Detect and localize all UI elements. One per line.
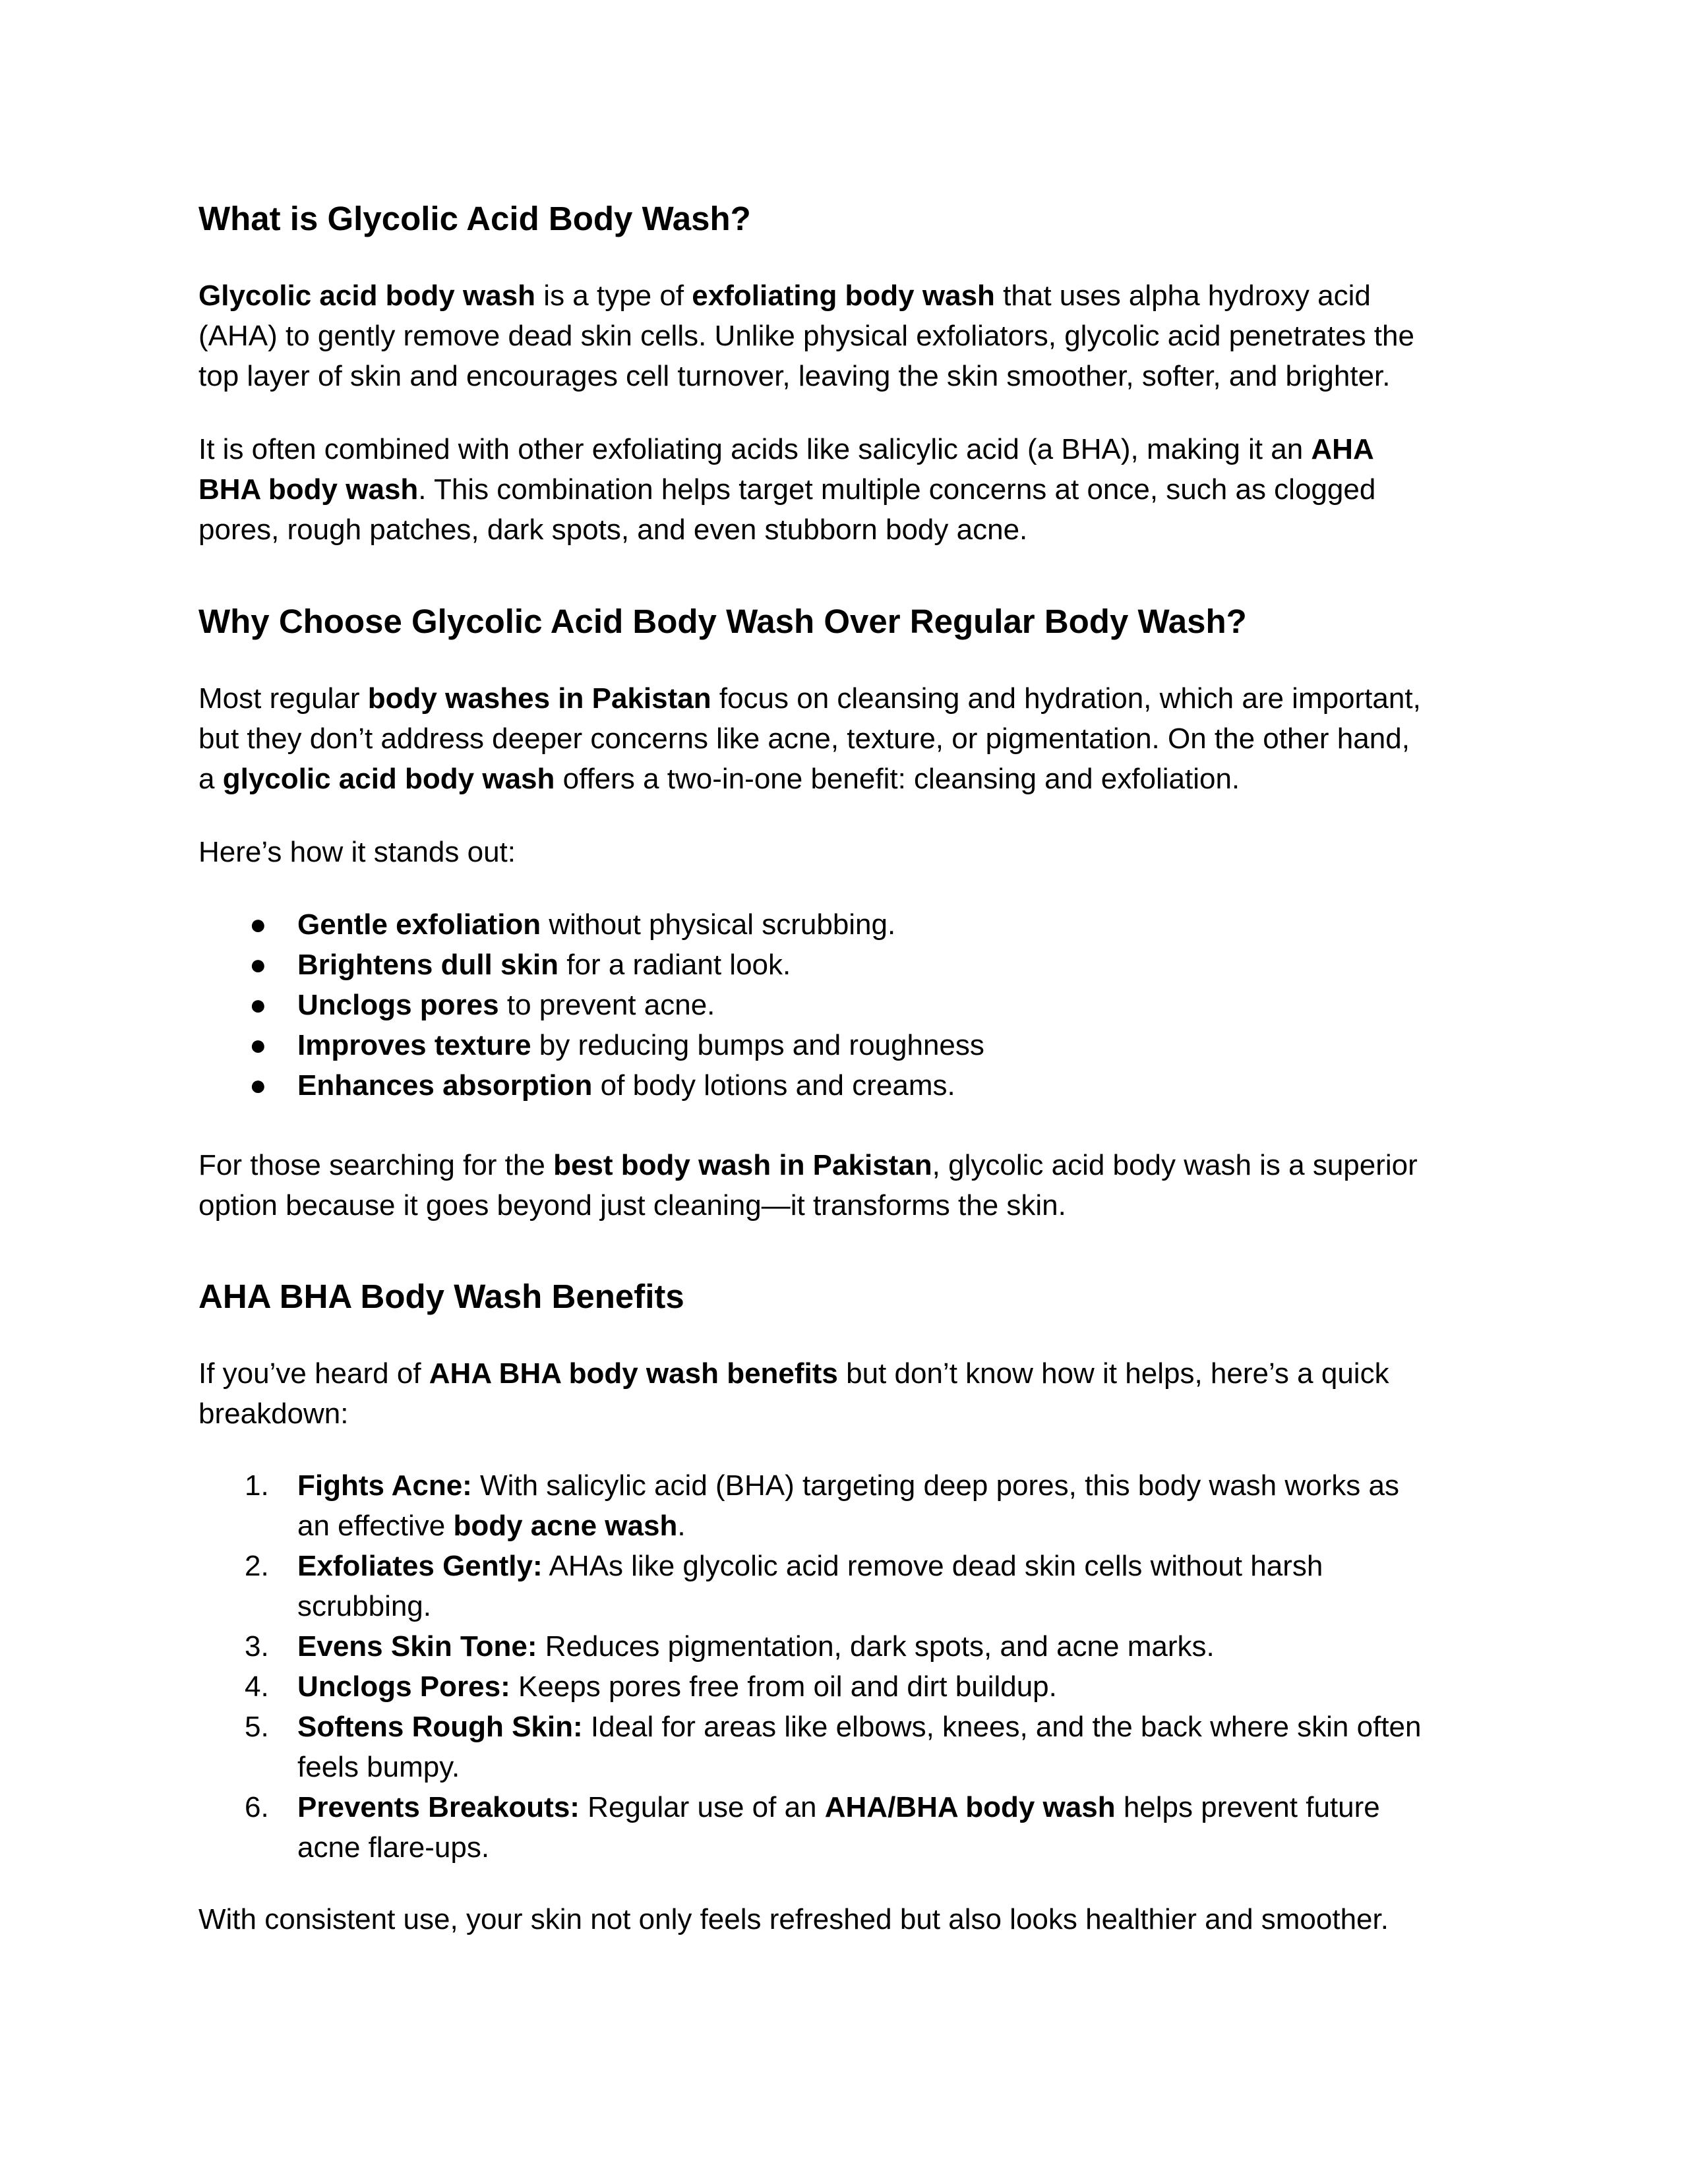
paragraph-line: With consistent use, your skin not only feels refreshed but also looks healthier and smoother. <box>198 1903 1389 1935</box>
text: an effective <box>297 1510 454 1542</box>
bullet-icon: ● <box>249 1029 267 1061</box>
list-item <box>198 1025 984 1065</box>
bold-term: body acne wash <box>453 1510 678 1542</box>
bold-term: Brightens dull skin <box>297 949 559 981</box>
list-item <box>198 1707 1422 1787</box>
list-number: 2. <box>245 1550 269 1582</box>
paragraph-closing <box>198 1899 1490 1939</box>
item-line <box>297 1465 1422 1506</box>
list-number: 4. <box>245 1670 269 1703</box>
bold-term: AHA <box>1311 433 1374 465</box>
paragraph-benefits-intro <box>198 1353 1490 1434</box>
text: a <box>198 763 223 795</box>
text: If you’ve heard of <box>198 1357 429 1390</box>
list-item <box>198 1465 1422 1546</box>
paragraph-line: (AHA) to gently remove dead skin cells. Unlike physical exfoliators, glycolic acid penetrates the <box>198 320 1414 352</box>
bullet-icon: ● <box>249 989 267 1021</box>
bold-term: Improves texture <box>297 1029 531 1061</box>
item-line <box>297 1506 1422 1546</box>
text: Regular use of an <box>579 1791 825 1823</box>
list-number: 3. <box>245 1630 269 1663</box>
paragraph-line <box>198 469 1490 510</box>
bold-term: Exfoliates Gently: <box>297 1550 543 1582</box>
list-item <box>198 1065 984 1106</box>
paragraph-line: pores, rough patches, dark spots, and even stubborn body acne. <box>198 514 1028 546</box>
paragraph-line: but they don’t address deeper concerns like acne, texture, or pigmentation. On the other hand, <box>198 723 1410 755</box>
text: helps prevent future <box>1115 1791 1380 1823</box>
bold-term: body washes in Pakistan <box>367 682 711 715</box>
item-line <box>297 1707 1422 1747</box>
item-line: feels bumpy. <box>297 1751 460 1783</box>
paragraph-regular-washes <box>198 678 1490 799</box>
numbered-list <box>198 1465 1422 1868</box>
text: is a type of <box>535 280 692 312</box>
paragraph-line: breakdown: <box>198 1398 349 1430</box>
text: With salicylic acid (BHA) targeting deep pores, this body wash works as <box>471 1469 1399 1502</box>
text: by reducing bumps and roughness <box>531 1029 984 1061</box>
text: to prevent acne. <box>498 989 715 1021</box>
list-number: 5. <box>245 1711 269 1743</box>
bold-term: exfoliating body wash <box>692 280 995 312</box>
item-line: scrubbing. <box>297 1590 432 1622</box>
heading-why-choose: Why Choose Glycolic Acid Body Wash Over Regular Body Wash? <box>198 603 1247 640</box>
text: without physical scrubbing. <box>541 908 896 941</box>
text: of body lotions and creams. <box>592 1069 955 1102</box>
paragraph-line <box>198 1145 1490 1185</box>
text: . This combination helps target multiple concerns at once, such as clogged <box>418 473 1376 506</box>
paragraph-line <box>198 1353 1490 1394</box>
text: Reduces pigmentation, dark spots, and acne marks. <box>537 1630 1215 1663</box>
bullet-icon: ● <box>249 949 267 981</box>
list-number: 1. <box>245 1469 269 1502</box>
heading-what-is-glycolic: What is Glycolic Acid Body Wash? <box>198 200 751 237</box>
text: For those searching for the <box>198 1149 554 1181</box>
text: focus on cleansing and hydration, which are important, <box>711 682 1421 715</box>
text: It is often combined with other exfoliating acids like salicylic acid (a BHA), making it an <box>198 433 1311 465</box>
bullet-icon: ● <box>249 908 267 941</box>
list-item <box>198 1546 1422 1626</box>
paragraph-best-body-wash <box>198 1145 1490 1225</box>
bullet-list <box>198 904 984 1106</box>
paragraph-line <box>198 678 1490 719</box>
bold-term: Softens Rough Skin: <box>297 1711 583 1743</box>
text: that uses alpha hydroxy acid <box>994 280 1371 312</box>
bold-term: AHA BHA body wash benefits <box>429 1357 838 1390</box>
list-item <box>198 985 984 1025</box>
list-item <box>198 1667 1422 1707</box>
bold-term: Enhances absorption <box>297 1069 593 1102</box>
list-item <box>198 904 984 945</box>
bold-term: Unclogs pores <box>297 989 499 1021</box>
list-number: 6. <box>245 1791 269 1823</box>
bold-term: Glycolic acid body wash <box>198 280 536 312</box>
bold-term: Prevents Breakouts: <box>297 1791 580 1823</box>
text: AHAs like glycolic acid remove dead skin cells without harsh <box>542 1550 1323 1582</box>
bold-term: AHA/BHA body wash <box>824 1791 1116 1823</box>
list-item <box>198 1626 1422 1667</box>
text: . <box>677 1510 686 1542</box>
paragraph-intro <box>198 276 1490 396</box>
bold-term: BHA body wash <box>198 473 419 506</box>
text: for a radiant look. <box>558 949 791 981</box>
paragraph-line <box>198 276 1490 316</box>
bold-term: Fights Acne: <box>297 1469 472 1502</box>
list-item <box>198 945 984 985</box>
bullet-icon: ● <box>249 1069 267 1102</box>
paragraph-line: top layer of skin and encourages cell turnover, leaving the skin smoother, softer, and brighter. <box>198 360 1391 392</box>
item-line: acne flare-ups. <box>297 1831 490 1864</box>
bold-term: best body wash in Pakistan <box>553 1149 932 1181</box>
item-line <box>297 1546 1422 1586</box>
text: Keeps pores free from oil and dirt buildup. <box>510 1670 1057 1703</box>
paragraph-line: Here’s how it stands out: <box>198 836 516 868</box>
bold-term: Gentle exfoliation <box>297 908 541 941</box>
item-line <box>297 1787 1422 1827</box>
paragraph-line <box>198 759 1490 799</box>
text: offers a two-in-one benefit: cleansing and exfoliation. <box>555 763 1240 795</box>
item-line <box>297 1667 1422 1707</box>
paragraph-aha-bha <box>198 429 1490 550</box>
paragraph-stands-out <box>198 832 1490 872</box>
paragraph-line: option because it goes beyond just cleaning—it transforms the skin. <box>198 1189 1066 1222</box>
text: , glycolic acid body wash is a superior <box>932 1149 1418 1181</box>
item-line <box>297 1626 1422 1667</box>
bold-term: glycolic acid body wash <box>222 763 555 795</box>
text: but don’t know how it helps, here’s a quick <box>837 1357 1389 1390</box>
bold-term: Unclogs Pores: <box>297 1670 510 1703</box>
paragraph-line <box>198 429 1490 469</box>
text: Most regular <box>198 682 368 715</box>
text: Ideal for areas like elbows, knees, and the back where skin often <box>582 1711 1422 1743</box>
heading-aha-bha-benefits: AHA BHA Body Wash Benefits <box>198 1278 684 1315</box>
bold-term: Evens Skin Tone: <box>297 1630 537 1663</box>
list-item <box>198 1787 1422 1868</box>
